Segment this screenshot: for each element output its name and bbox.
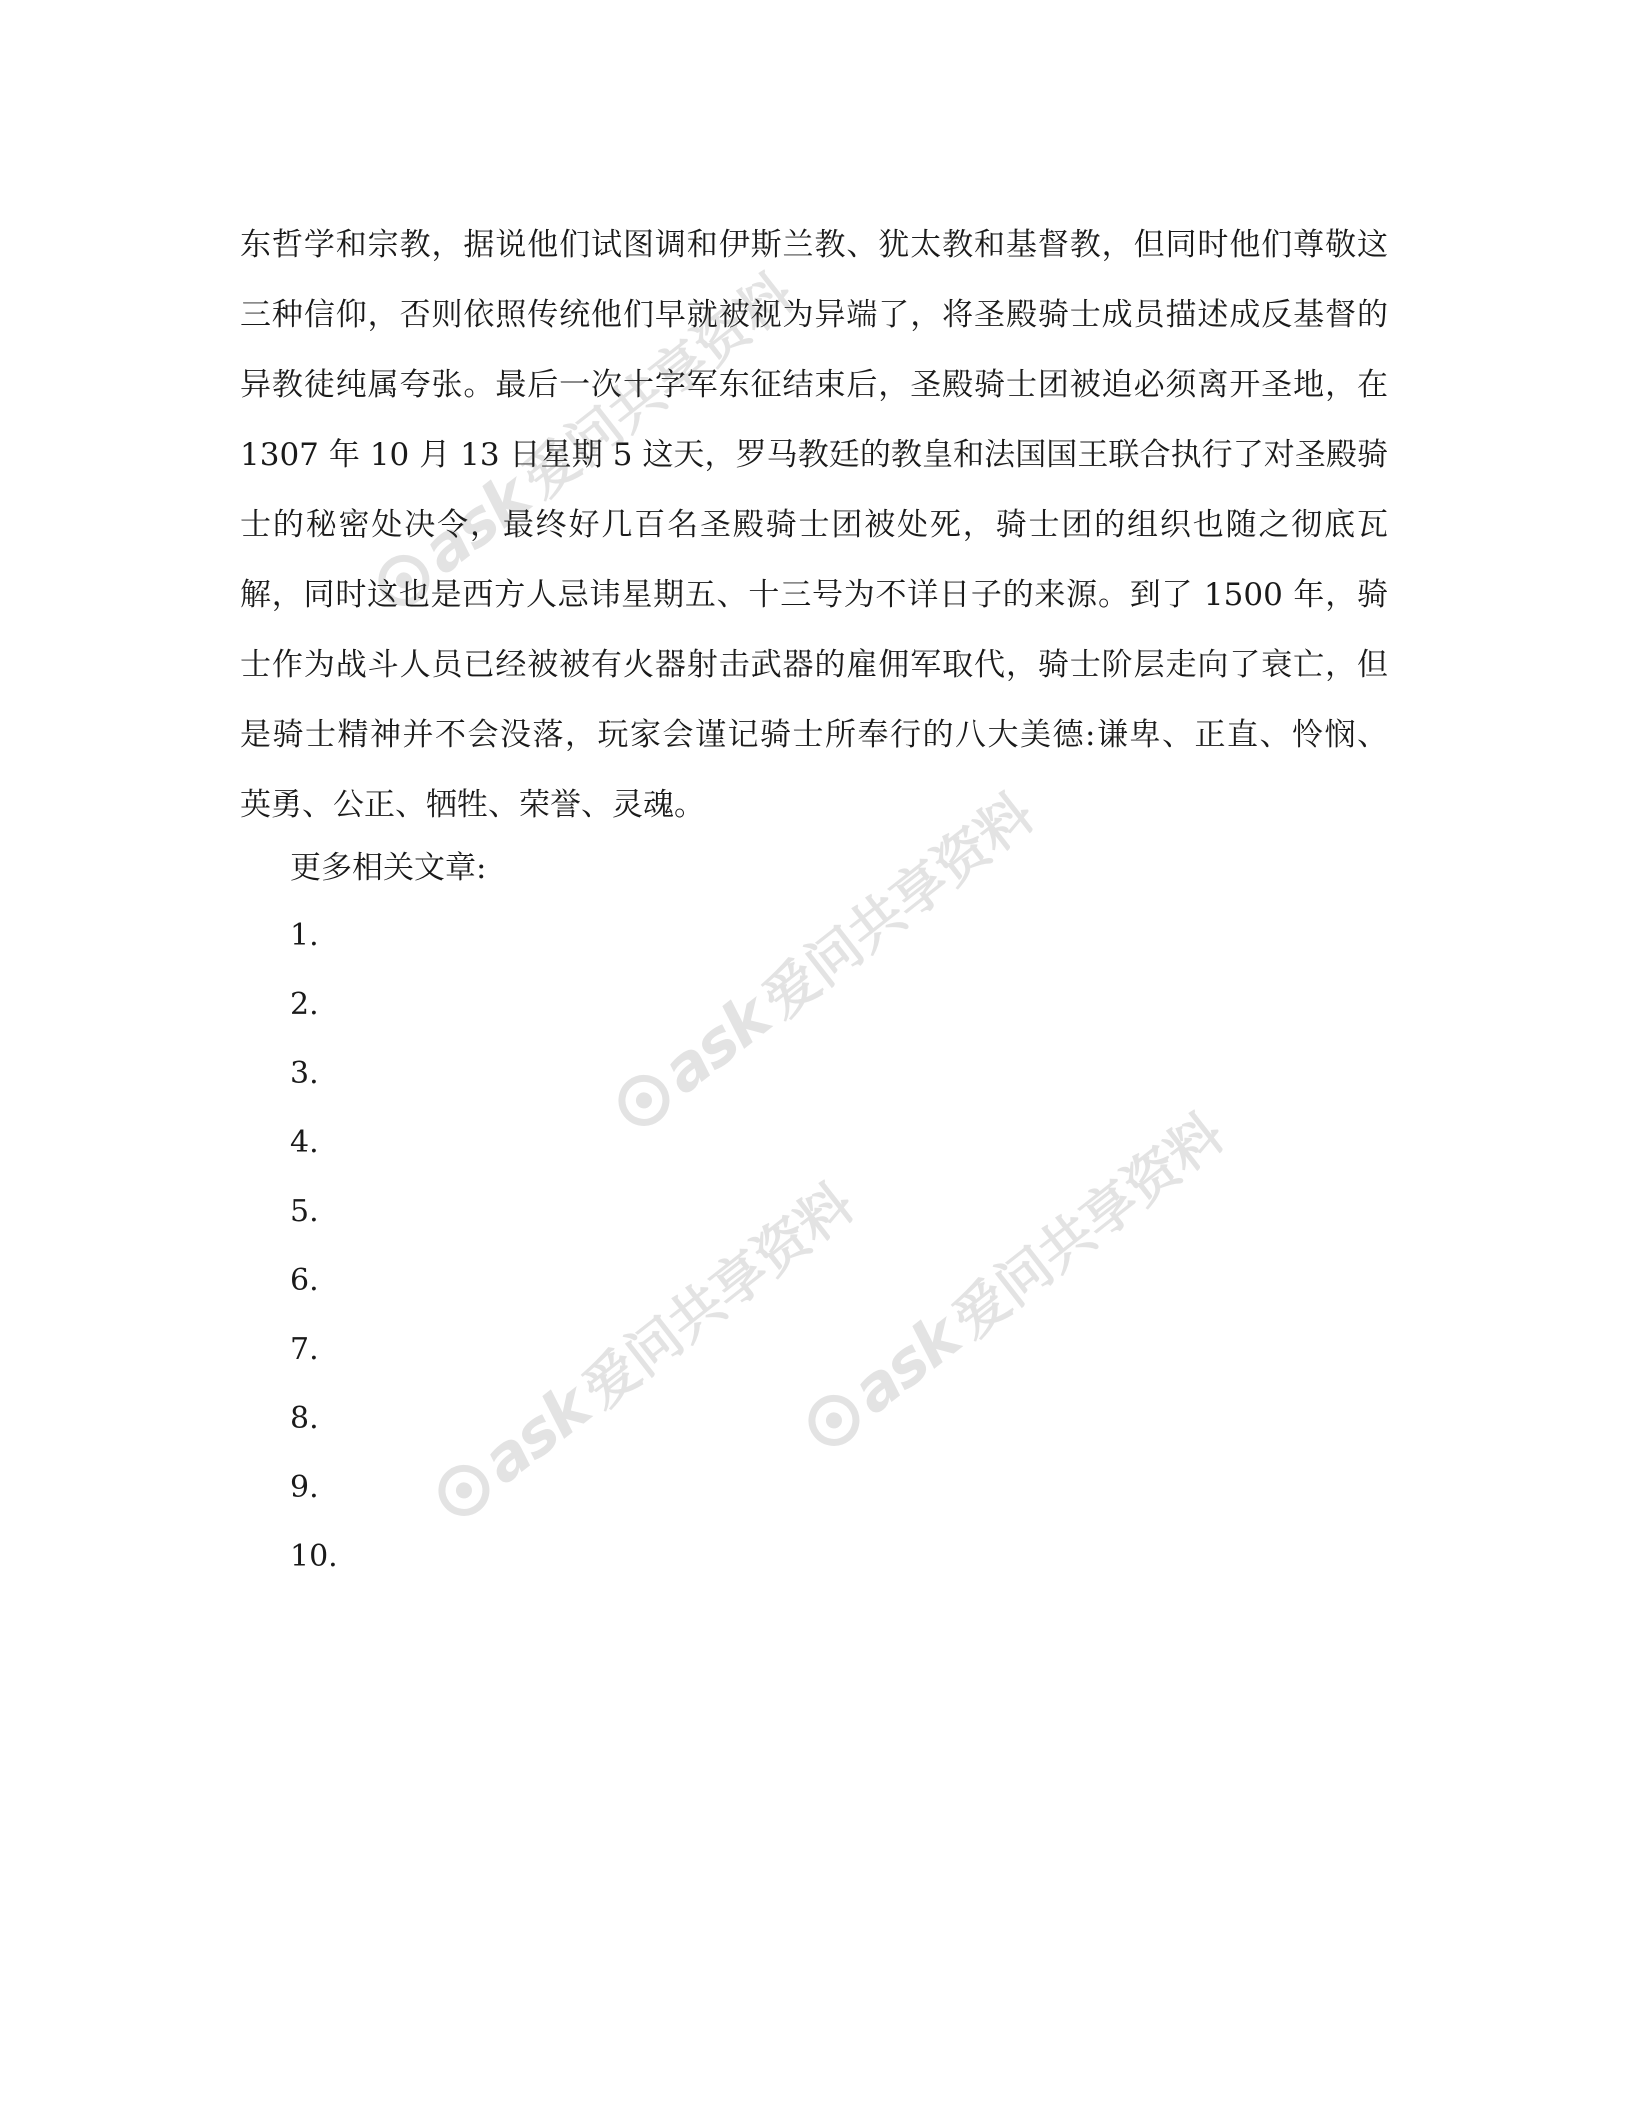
list-item: 1.	[290, 918, 319, 953]
list-item: 9.	[290, 1470, 319, 1505]
watermark-text: 爱问共享资料	[511, 261, 806, 511]
watermark-brand: ask	[467, 1370, 603, 1498]
watermark	[786, 1093, 1237, 1469]
watermark-brand: ask	[647, 980, 783, 1108]
paragraph-line: 1307 年 10 月 13 日星期 5 这天，罗马教廷的教皇和法国国王联合执行了对圣殿骑	[240, 437, 1388, 473]
list-item: 8.	[290, 1401, 319, 1436]
watermark-logo-icon	[792, 1378, 876, 1462]
paragraph-line: 是骑士精神并不会没落，玩家会谨记骑士所奉行的八大美德:谦卑、正直、怜悯、	[240, 717, 1388, 753]
list-item: 10.	[290, 1539, 338, 1574]
list-item: 3.	[290, 1056, 319, 1091]
watermark-logo-icon	[422, 1448, 506, 1532]
watermark-text: 爱问共享资料	[941, 1101, 1236, 1351]
list-item: 7.	[290, 1332, 319, 1367]
paragraph-line: 士的秘密处决令，最终好几百名圣殿骑士团被处死，骑士团的组织也随之彻底瓦	[240, 507, 1388, 543]
list-item: 2.	[290, 987, 319, 1022]
list-item: 5.	[290, 1194, 319, 1229]
paragraph-line: 英勇、公正、牺牲、荣誉、灵魂。	[240, 787, 705, 823]
list-item: 4.	[290, 1125, 319, 1160]
watermark-logo-icon	[602, 1058, 686, 1142]
paragraph-line: 解，同时这也是西方人忌讳星期五、十三号为不详日子的来源。到了 1500 年，骑	[240, 577, 1388, 613]
watermark	[416, 1163, 867, 1539]
watermark-brand: ask	[837, 1300, 973, 1428]
watermark-brand: ask	[407, 460, 543, 588]
paragraph-line: 东哲学和宗教，据说他们试图调和伊斯兰教、犹太教和基督教，但同时他们尊敬这	[240, 227, 1388, 263]
paragraph-line: 士作为战斗人员已经被被有火器射击武器的雇佣军取代，骑士阶层走向了衰亡，但	[240, 647, 1388, 683]
paragraph-line: 异教徒纯属夸张。最后一次十字军东征结束后，圣殿骑士团被迫必须离开圣地，在	[240, 367, 1388, 403]
watermark-text: 爱问共享资料	[571, 1171, 866, 1421]
list-item: 6.	[290, 1263, 319, 1298]
watermark-text: 爱问共享资料	[751, 781, 1046, 1031]
more-articles-heading: 更多相关文章:	[290, 850, 487, 886]
paragraph-line: 三种信仰，否则依照传统他们早就被视为异端了，将圣殿骑士成员描述成反基督的	[240, 297, 1388, 333]
